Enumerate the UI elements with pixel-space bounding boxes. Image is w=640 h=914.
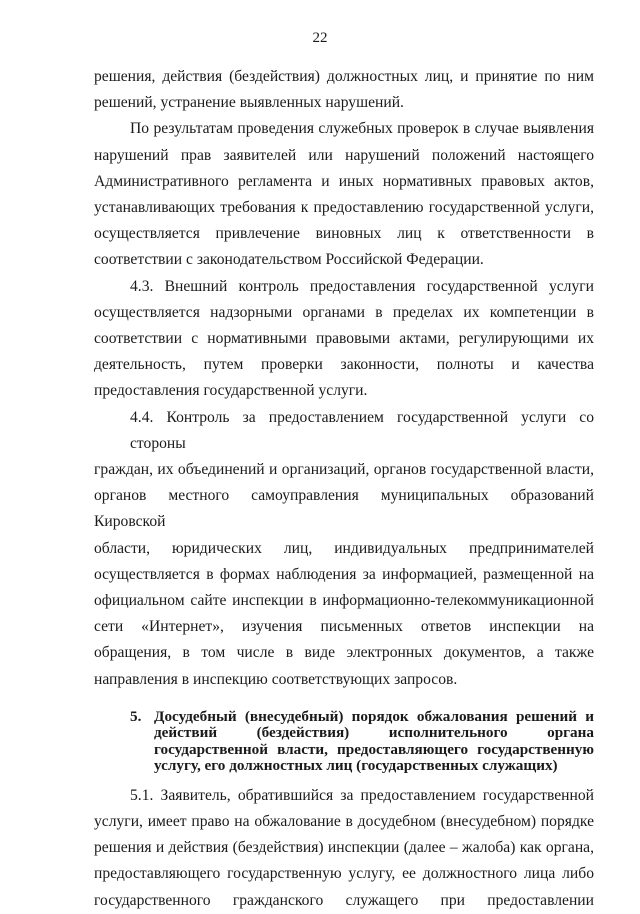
text-line: обращения, в том числе в виде электронных документов, а также bbox=[94, 644, 594, 662]
text-line: официальном сайте инспекции в информационно-телекоммуникационной bbox=[94, 592, 594, 610]
heading-line: государственной власти, предоставляющего государственную bbox=[154, 740, 594, 758]
text-line: направления в инспекцию соответствующих запросов. bbox=[94, 670, 458, 688]
text-line: нарушений прав заявителей или нарушений положений настоящего bbox=[94, 146, 594, 164]
text-line: По результатам проведения служебных проверок в случае выявления bbox=[130, 120, 594, 138]
paragraph-4-4-cont bbox=[94, 457, 594, 693]
paragraph-2 bbox=[94, 116, 594, 142]
text-line: услуги, имеет право на обжалование в досудебном (внесудебном) порядке bbox=[94, 813, 594, 831]
section-heading bbox=[94, 709, 594, 775]
text-line: Административного регламента и иных нормативных правовых актов, bbox=[94, 172, 594, 190]
heading-line: услугу, его должностных лиц (государственных служащих) bbox=[154, 757, 558, 775]
paragraph-4-3 bbox=[94, 274, 594, 300]
text-line: осуществляется в формах наблюдения за информацией, размещенной на bbox=[94, 565, 594, 583]
paragraph-4-4 bbox=[94, 405, 594, 457]
text-line: 4.4. Контроль за предоставлением государственной услуги со стороны bbox=[130, 408, 594, 452]
text-line: сети «Интернет», изучения письменных ответов инспекции на bbox=[94, 618, 594, 636]
text-line: соответствии с нормативными правовыми актами, регулирующими их bbox=[94, 330, 594, 348]
text-line: предоставления государственной услуги. bbox=[94, 382, 368, 400]
text-line: решения, действия (бездействия) должностных лиц, и принятие по ним bbox=[94, 68, 594, 85]
text-line: предоставляющего государственную услугу, ее должностного лица либо bbox=[94, 865, 594, 883]
paragraph-5-1-cont bbox=[94, 809, 594, 914]
text-line: государственного гражданского служащего при предоставлении bbox=[94, 891, 594, 909]
text-line: граждан, их объединений и организаций, органов государственной власти, bbox=[94, 461, 594, 479]
paragraph-2-cont bbox=[94, 143, 594, 274]
paragraph-5-1 bbox=[94, 783, 594, 809]
heading-line: действий (бездействия) исполнительного органа bbox=[154, 724, 594, 742]
paragraph-1 bbox=[94, 64, 594, 116]
text-line: области, юридических лиц, индивидуальных предпринимателей bbox=[94, 539, 594, 557]
page-number: 22 bbox=[312, 30, 328, 46]
section-number: 5. bbox=[130, 707, 142, 725]
document-body bbox=[94, 64, 594, 914]
text-line: соответствии с законодательством Российской Федерации. bbox=[94, 251, 484, 269]
heading-line: Досудебный (внесудебный) порядок обжалования решений и bbox=[154, 707, 594, 725]
text-line: осуществляется надзорными органами в пределах их компетенции в bbox=[94, 303, 594, 321]
text-line: решений, устранение выявленных нарушений. bbox=[94, 94, 404, 112]
text-line: деятельность, путем проверки законности, полноты и качества bbox=[94, 356, 594, 374]
text-line: 5.1. Заявитель, обратившийся за предоставлением государственной bbox=[130, 786, 594, 804]
paragraph-4-3-cont bbox=[94, 300, 594, 405]
text-line: решения и действия (бездействия) инспекции (далее – жалоба) как органа, bbox=[94, 839, 594, 857]
text-line: 4.3. Внешний контроль предоставления государственной услуги bbox=[130, 277, 594, 295]
text-line: органов местного самоуправления муниципальных образований Кировской bbox=[94, 487, 594, 531]
text-line: устанавливающих требования к предоставлению государственной услуги, bbox=[94, 199, 594, 217]
text-line: осуществляется привлечение виновных лиц к ответственности в bbox=[94, 225, 594, 243]
